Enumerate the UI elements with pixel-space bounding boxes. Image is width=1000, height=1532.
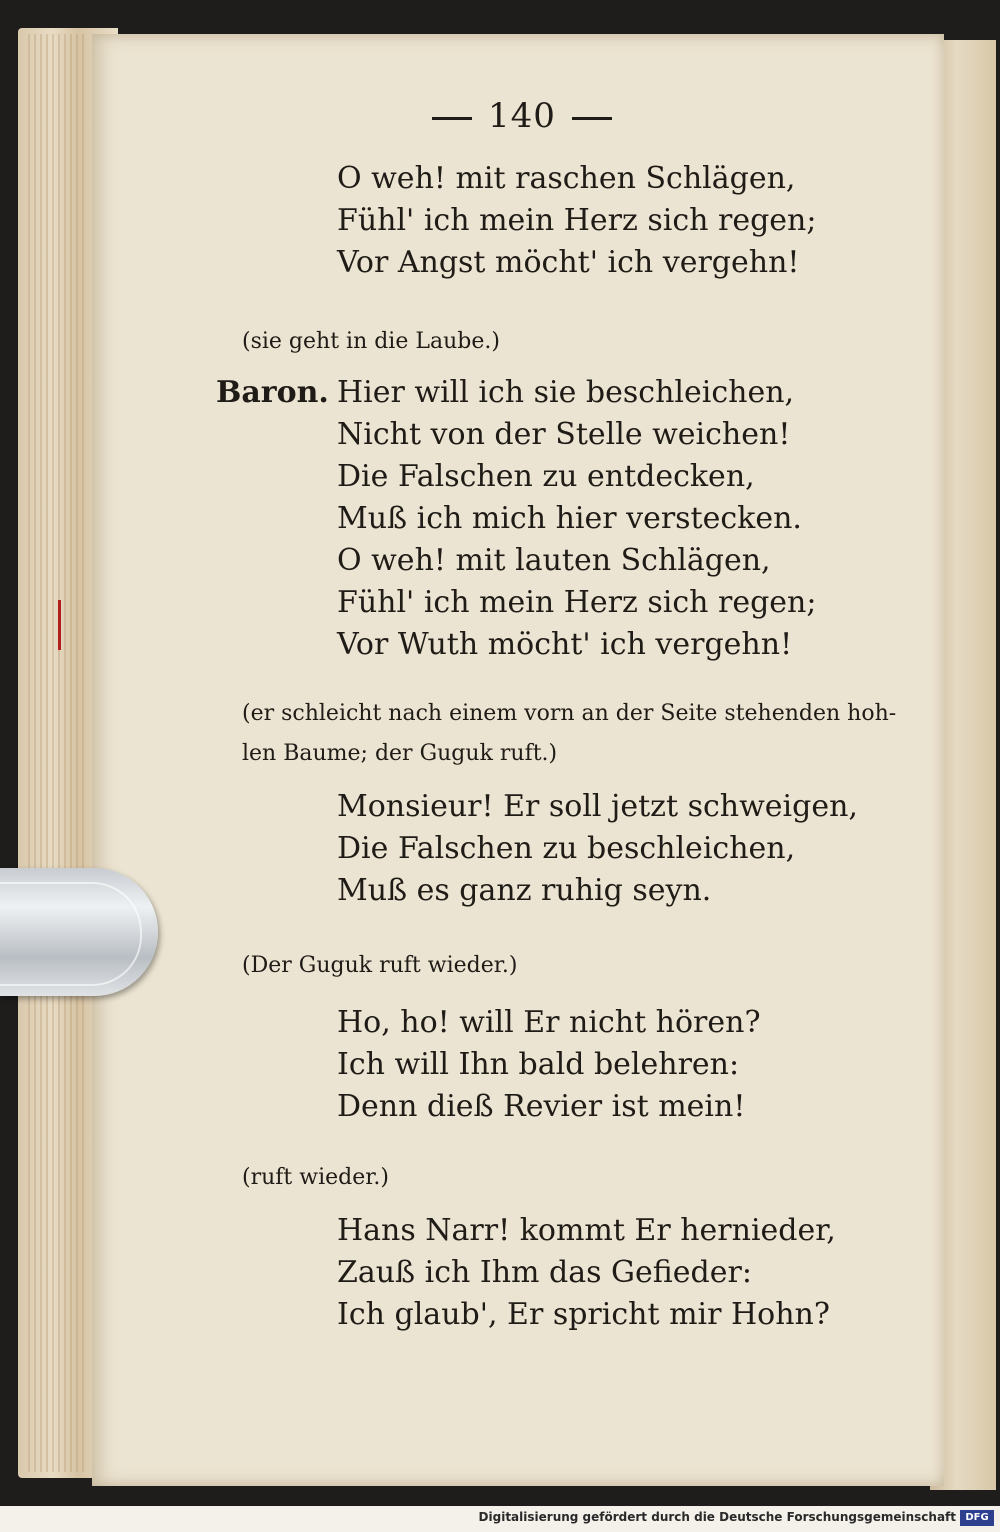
verse-line: Monsieur! Er soll jetzt schweigen, — [337, 789, 858, 824]
verse-line: Vor Angst möcht' ich vergehn! — [337, 245, 800, 280]
page-number — [412, 96, 632, 136]
verse-line: Ich will Ihn bald belehren: — [337, 1047, 740, 1082]
verse-line: Hier will ich sie beschleichen, — [337, 375, 795, 410]
verse-line: Fühl' ich mein Herz sich regen; — [337, 203, 817, 238]
footer-bar — [0, 1506, 1000, 1532]
dash-right — [572, 117, 612, 120]
verse-block-4 — [337, 1002, 761, 1128]
verse-line: Die Falschen zu beschleichen, — [337, 831, 796, 866]
verse-line: O weh! mit raschen Schlägen, — [337, 161, 796, 196]
verse-block-3 — [337, 786, 858, 912]
verse-line: Fühl' ich mein Herz sich regen; — [337, 585, 817, 620]
stage-direction-2-line-1: (er schleicht nach einem vorn an der Seite stehenden hoh- — [242, 701, 897, 726]
book-page — [92, 34, 944, 1486]
footer-credit: Digitalisierung gefördert durch die Deutsche Forschungsgemeinschaft — [478, 1510, 956, 1524]
verse-line: Hans Narr! kommt Er hernieder, — [337, 1213, 836, 1248]
dash-left — [432, 117, 472, 120]
verse-line: Nicht von der Stelle weichen! — [337, 417, 791, 452]
stage-direction-1: (sie geht in die Laube.) — [242, 329, 500, 354]
verse-line: Muß ich mich hier verstecken. — [337, 501, 802, 536]
book-clip — [0, 868, 158, 996]
stage-direction-2-line-2: len Baume; der Guguk ruft.) — [242, 741, 558, 766]
verse-block-2 — [337, 372, 816, 666]
verse-line: Vor Wuth möcht' ich vergehn! — [337, 627, 793, 662]
verse-line: Ich glaub', Er spricht mir Hohn? — [337, 1297, 830, 1332]
speaker-name: Baron. — [216, 375, 329, 410]
dfg-logo-icon: DFG — [960, 1510, 994, 1526]
verse-line: Denn dieß Revier ist mein! — [337, 1089, 746, 1124]
verse-line: O weh! mit lauten Schlägen, — [337, 543, 771, 578]
page-content — [92, 34, 944, 1486]
verse-line: Muß es ganz ruhig seyn. — [337, 873, 712, 908]
verse-line: Ho, ho! will Er nicht hören? — [337, 1005, 761, 1040]
stage-direction-3: (Der Guguk ruft wieder.) — [242, 953, 518, 978]
red-margin-mark — [58, 600, 61, 650]
verse-line: Die Falschen zu entdecken, — [337, 459, 755, 494]
verse-block-5 — [337, 1210, 836, 1336]
verse-line: Zauß ich Ihm das Gefieder: — [337, 1255, 752, 1290]
stage-direction-4: (ruft wieder.) — [242, 1165, 389, 1190]
page-number-text: 140 — [488, 96, 556, 136]
verse-block-1 — [337, 158, 816, 284]
